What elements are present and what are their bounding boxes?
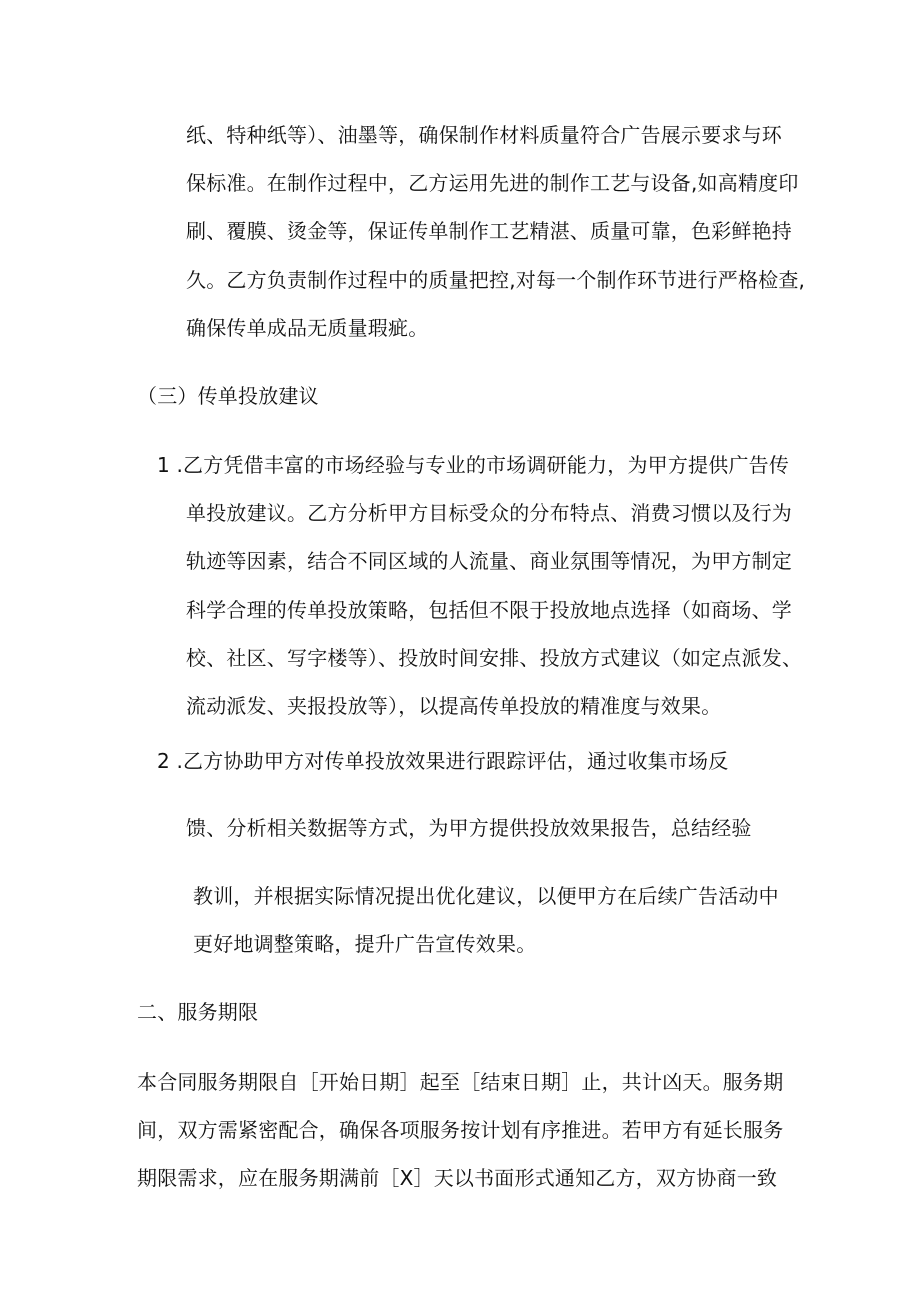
item1-line-5: 校、社区、写字楼等）、投放时间安排、投放方式建议（如定点派发、 [186,646,803,670]
item1-line-4: 科学合理的传单投放策略，包括但不限于投放地点选择（如商场、学 [186,598,792,622]
term-line-3: 期限需求，应在服务期满前［X］天以书面形式通知乙方，双方协商一致 [137,1166,778,1190]
item1-line-6: 流动派发、夹报投放等），以提高传单投放的精准度与效果。 [186,694,722,718]
para1-line-4: 久。乙方负责制作过程中的质量把控,对每一个制作环节进行严格检查, [186,268,806,292]
para1-line-3: 刷、覆膜、烫金等，保证传单制作工艺精湛、质量可靠，色彩鲜艳持 [186,219,792,243]
para1-line-5: 确保传单成品无质量瑕疵。 [186,316,429,340]
term-line-1: 本合同服务期限自［开始日期］起至［结束日期］止，共计凶天。服务期 [137,1070,784,1094]
item1-line-2: 单投放建议。乙方分析甲方目标受众的分布特点、消费习惯以及行为 [186,501,792,525]
item1-line-3: 轨迹等因素，结合不同区域的人流量、商业氛围等情况，为甲方制定 [186,549,792,573]
item2-line-2: 馈、分析相关数据等方式，为甲方提供投放效果报告，总结经验 [186,816,752,840]
para1-line-1: 纸、特种纸等）、油墨等，确保制作材料质量符合广告展示要求与环 [186,123,782,147]
item1-line-1: 1 .乙方凭借丰富的市场经验与专业的市场调研能力，为甲方提供广告传 [157,453,790,477]
para1-line-2: 保标准。在制作过程中，乙方运用先进的制作工艺与设备,如高精度印 [186,171,799,195]
item2-line-1: 2 .乙方协助甲方对传单投放效果进行跟踪评估，通过收集市场反 [157,749,729,773]
item2-line-4: 更好地调整策略，提升广告宣传效果。 [193,932,537,956]
section-heading-3: （三）传单投放建议 [137,384,319,408]
item2-line-3: 教训，并根据实际情况提出优化建议，以便甲方在后续广告活动中 [193,884,779,908]
term-line-2: 间，双方需紧密配合，确保各项服务按计划有序推进。若甲方有延长服务 [137,1118,784,1142]
heading-service-term: 二、服务期限 [137,1000,259,1024]
